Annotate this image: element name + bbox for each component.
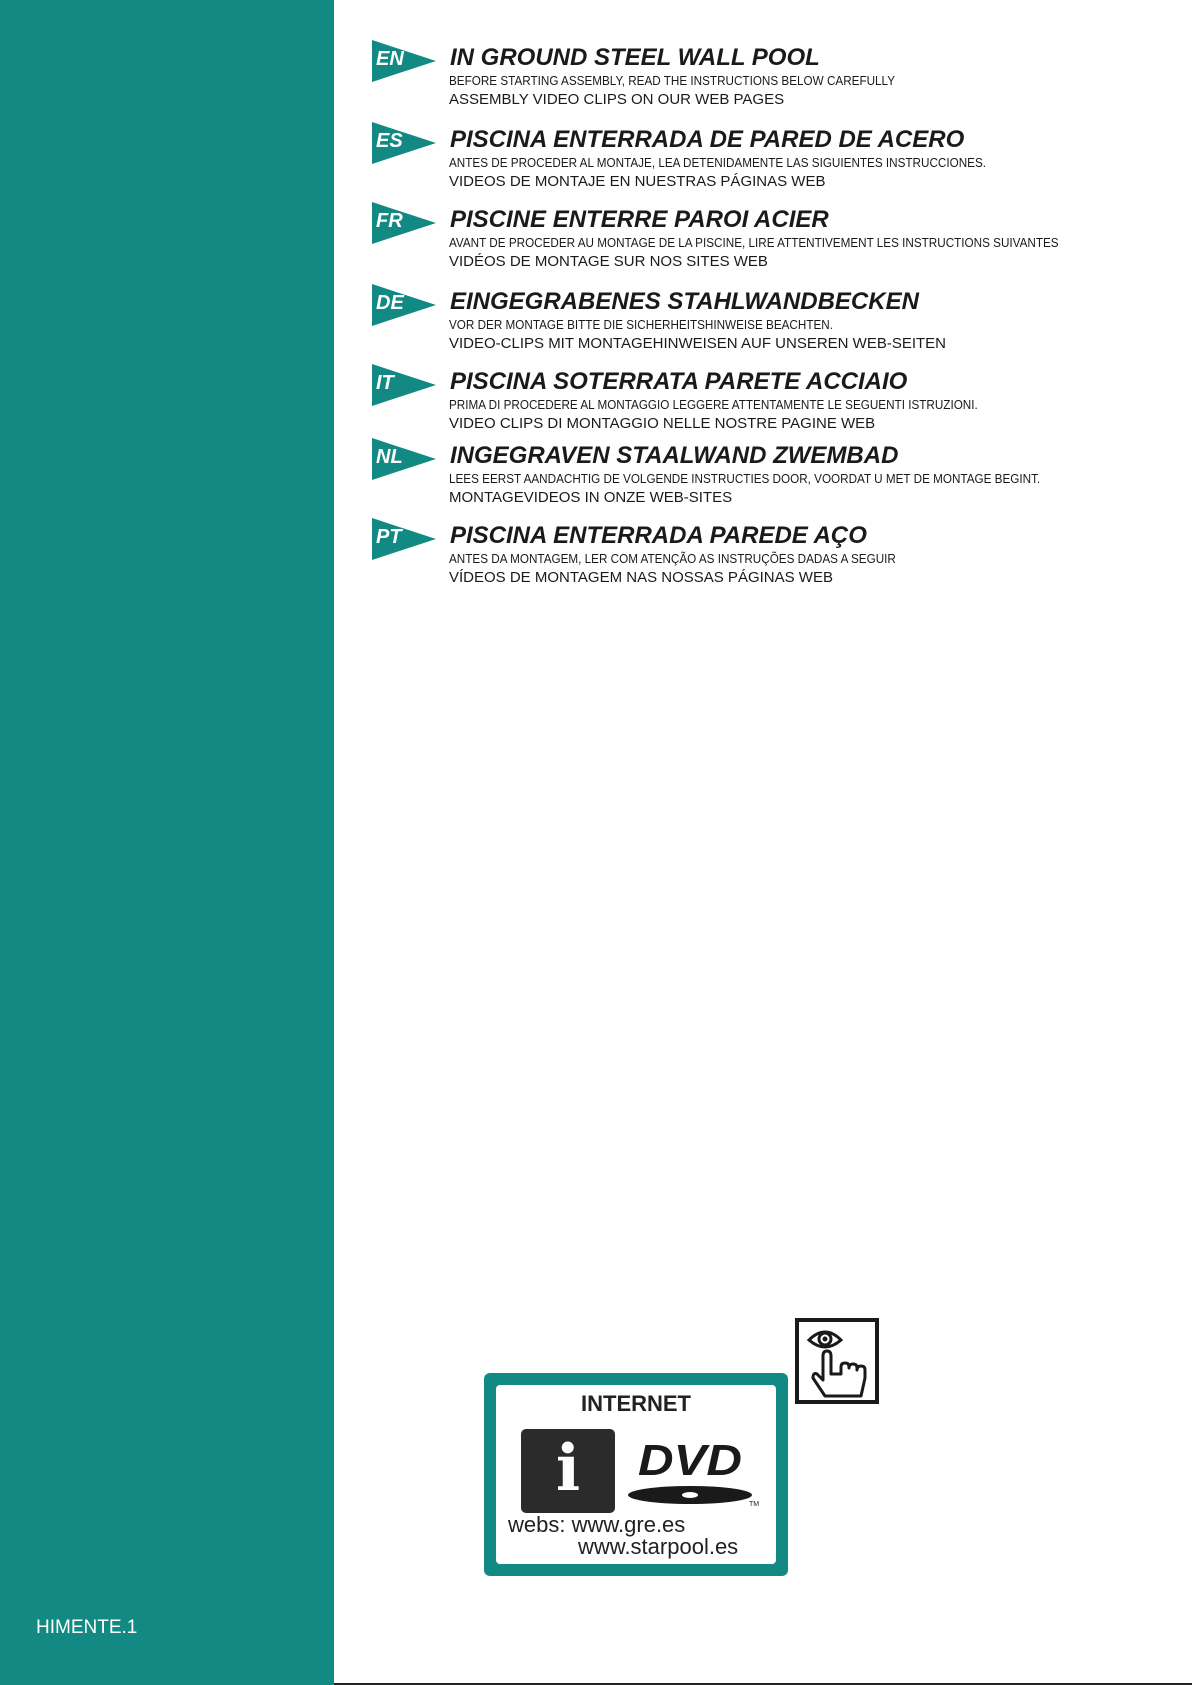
eye-hand-icon xyxy=(795,1318,879,1404)
pennant-flag-icon xyxy=(372,284,436,326)
pennant-flag-icon xyxy=(372,40,436,82)
internet-info-panel xyxy=(496,1385,776,1564)
flag-code: PT xyxy=(376,526,402,548)
section-instruction: PRIMA DI PROCEDERE AL MONTAGGIO LEGGERE ATTENTAMENTE LE SEGUENTI ISTRUZIONI. xyxy=(449,397,978,412)
dvd-text: DVD xyxy=(637,1435,743,1485)
internet-heading: INTERNET xyxy=(581,1391,691,1416)
section-title: IN GROUND STEEL WALL POOL xyxy=(450,44,820,71)
pennant-flag-icon xyxy=(372,518,436,560)
section-title: PISCINE ENTERRE PAROI ACIER xyxy=(450,206,829,233)
section-video-note: MONTAGEVIDEOS IN ONZE WEB-SITES xyxy=(449,489,733,506)
section-video-note: VIDEO-CLIPS MIT MONTAGEHINWEISEN AUF UNSEREN WEB-SEITEN xyxy=(449,335,946,352)
section-instruction: BEFORE STARTING ASSEMBLY, READ THE INSTRUCTIONS BELOW CAREFULLY xyxy=(449,73,896,88)
pennant-flag-icon xyxy=(372,202,436,244)
flag-code: EN xyxy=(376,48,404,70)
section-instruction: AVANT DE PROCEDER AU MONTAGE DE LA PISCINE, LIRE ATTENTIVEMENT LES INSTRUCTIONS SUIVANTES xyxy=(449,235,1059,250)
info-symbol: i xyxy=(555,1431,581,1506)
section-title: PISCINA ENTERRADA PAREDE AÇO xyxy=(450,522,867,549)
section-instruction: ANTES DA MONTAGEM, LER COM ATENÇÃO AS INSTRUÇÕES DADAS A SEGUIR xyxy=(449,551,896,566)
internet-info-box xyxy=(484,1373,788,1576)
website-gre-link[interactable]: webs: www.gre.es xyxy=(508,1512,686,1537)
info-icon xyxy=(521,1429,615,1513)
section-instruction: VOR DER MONTAGE BITTE DIE SICHERHEITSHINWEISE BEACHTEN. xyxy=(449,317,833,332)
section-video-note: VÍDEOS DE MONTAGEM NAS NOSSAS PÁGINAS WEB xyxy=(449,569,833,586)
trademark-mark: TM xyxy=(749,1501,760,1508)
section-video-note: ASSEMBLY VIDEO CLIPS ON OUR WEB PAGES xyxy=(449,91,785,108)
flag-code: DE xyxy=(376,292,404,314)
section-title: INGEGRAVEN STAALWAND ZWEMBAD xyxy=(450,442,899,469)
section-instruction: ANTES DE PROCEDER AL MONTAJE, LEA DETENIDAMENTE LAS SIGUIENTES INSTRUCCIONES. xyxy=(449,155,987,170)
pennant-flag-icon xyxy=(372,364,436,406)
flag-code: FR xyxy=(376,210,403,232)
section-title: PISCINA SOTERRATA PARETE ACCIAIO xyxy=(450,368,908,395)
flag-code: ES xyxy=(376,130,403,152)
pennant-flag-icon xyxy=(372,122,436,164)
section-video-note: VIDEOS DE MONTAJE EN NUESTRAS PÁGINAS WEB xyxy=(449,173,826,190)
teal-sidebar xyxy=(0,0,334,1685)
dvd-logo-icon xyxy=(626,1431,754,1514)
section-video-note: VIDEO CLIPS DI MONTAGGIO NELLE NOSTRE PAGINE WEB xyxy=(449,415,876,432)
section-title: EINGEGRABENES STAHLWANDBECKEN xyxy=(450,288,919,315)
pennant-flag-icon xyxy=(372,438,436,480)
section-title: PISCINA ENTERRADA DE PARED DE ACERO xyxy=(450,126,965,153)
flag-code: NL xyxy=(376,446,403,468)
section-instruction: LEES EERST AANDACHTIG DE VOLGENDE INSTRUCTIES DOOR, VOORDAT U MET DE MONTAGE BEGINT. xyxy=(449,471,1041,486)
flag-code: IT xyxy=(376,372,394,394)
section-video-note: VIDÉOS DE MONTAGE SUR NOS SITES WEB xyxy=(449,253,768,270)
website-starpool-link[interactable]: www.starpool.es xyxy=(578,1534,739,1559)
document-code: HIMENTE.1 xyxy=(36,1617,138,1638)
